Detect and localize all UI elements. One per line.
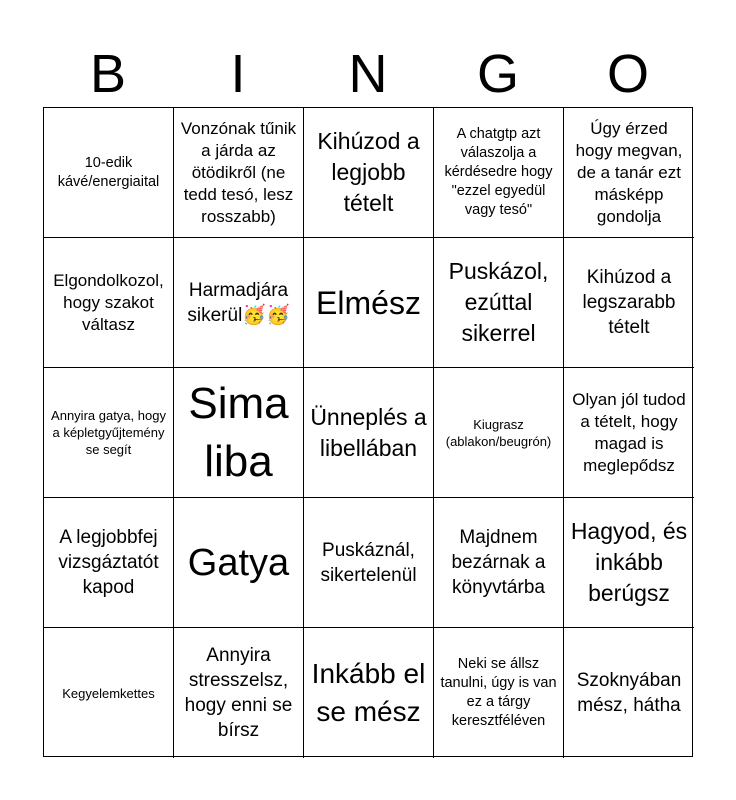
bingo-cell[interactable] — [304, 498, 434, 628]
bingo-cell[interactable] — [44, 628, 174, 758]
cell-text: Hagyod, és inkább berúgsz — [570, 518, 688, 606]
cell-text: Kiugrasz (ablakon/beugrón) — [445, 416, 552, 449]
bingo-cell[interactable] — [44, 238, 174, 368]
cell-text: Kihúzod a legszarabb tételt — [582, 267, 676, 338]
cell-text: Olyan jól tudod a tételt, hogy magad is meglepődsz — [572, 389, 686, 475]
bingo-cell[interactable] — [434, 498, 564, 628]
bingo-cell[interactable] — [44, 108, 174, 238]
bingo-cell[interactable] — [564, 238, 694, 368]
cell-text: Vonzónak tűnik a járda az ötödikről (ne tedd tesó, lesz rosszabb) — [180, 118, 297, 226]
cell-text: Annyira stresszelsz, hogy enni se bírsz — [184, 645, 293, 741]
bingo-cell[interactable] — [434, 108, 564, 238]
header-letter-g: G — [476, 44, 519, 104]
cell-text: Puskáznál, sikertelenül — [320, 539, 417, 586]
bingo-cell[interactable] — [44, 368, 174, 498]
cell-text: Majdnem bezárnak a könyvtárba — [451, 527, 546, 598]
cell-text: Elgondolkozol, hogy szakot váltasz — [53, 270, 164, 334]
cell-text: Úgy érzed hogy megvan, de a tanár ezt másképp gondolja — [575, 118, 683, 226]
bingo-cell[interactable] — [44, 498, 174, 628]
bingo-cell[interactable] — [564, 368, 694, 498]
cell-text: Szoknyában mész, hátha — [576, 670, 682, 716]
bingo-cell[interactable] — [434, 238, 564, 368]
bingo-cell[interactable] — [304, 368, 434, 498]
header-letter-b: B — [89, 44, 127, 104]
bingo-cell[interactable] — [174, 628, 304, 758]
cell-text: Kegyelemkettes — [62, 685, 155, 701]
bingo-cell[interactable] — [434, 628, 564, 758]
cell-text: Neki se állsz tanulni, úgy is van ez a tárgy keresztféléven — [440, 656, 557, 729]
bingo-cell[interactable] — [304, 238, 434, 368]
cell-text: 10-edik kávé/energiaital — [57, 154, 160, 190]
bingo-header — [43, 40, 693, 108]
bingo-cell[interactable] — [304, 108, 434, 238]
cell-text: Inkább el se mész — [311, 658, 426, 727]
bingo-grid — [43, 107, 693, 757]
bingo-cell[interactable] — [564, 628, 694, 758]
bingo-cell[interactable] — [564, 108, 694, 238]
cell-text: Ünneplés a libellában — [310, 403, 427, 461]
cell-text: Elmész — [316, 284, 421, 321]
cell-text: Harmadjára sikerül🥳🥳 — [187, 279, 290, 326]
bingo-cell[interactable] — [174, 108, 304, 238]
cell-text: A chatgtp azt válaszolja a kérdésedre hogy "ezzel egyedül vagy tesó" — [444, 126, 553, 218]
header-letter-i: I — [230, 44, 246, 104]
bingo-cell[interactable] — [174, 238, 304, 368]
header-letter-o: O — [606, 44, 649, 104]
bingo-cell[interactable] — [434, 368, 564, 498]
cell-text: Kihúzod a legjobb tételt — [317, 128, 420, 216]
bingo-cell[interactable] — [174, 368, 304, 498]
cell-text: Gatya — [187, 541, 290, 584]
cell-text: Sima liba — [188, 378, 289, 486]
header-letter-n: N — [348, 44, 388, 104]
cell-text: Puskázol, ezúttal sikerrel — [448, 258, 549, 346]
bingo-cell[interactable] — [564, 498, 694, 628]
bingo-cell[interactable] — [304, 628, 434, 758]
bingo-cell[interactable] — [174, 498, 304, 628]
cell-text: Annyira gatya, hogy a képletgyűjtemény se segít — [51, 408, 166, 457]
cell-text: A legjobbfej vizsgáztatót kapod — [58, 527, 159, 598]
